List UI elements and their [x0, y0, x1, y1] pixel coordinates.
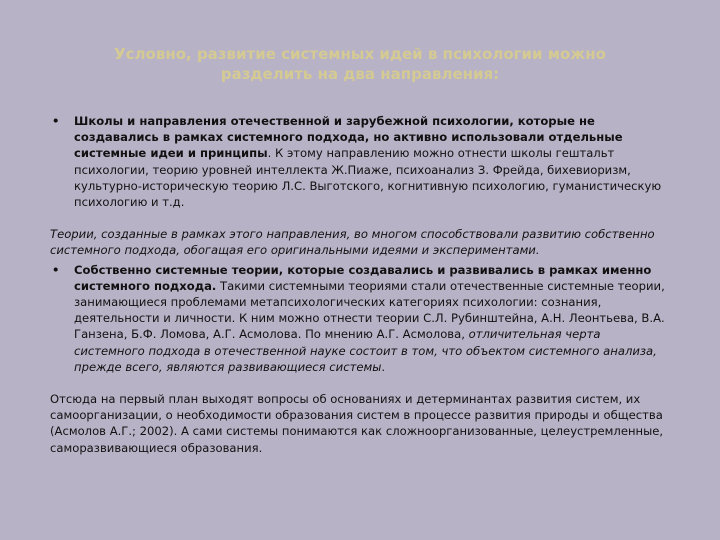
slide-title: [60, 44, 660, 84]
bullet-item-2: [50, 262, 672, 375]
bullet-1-text: . К этому направлению можно отнести школы гештальт психологии, теорию уровней интеллекта Ж.Пиаже, психоанализ З. Фрейда, бихевиоризм, культурно-историческую теорию Л.С. Выготского, когнитивную психологию, гуманистическую психологию и т.д.: [74, 146, 662, 210]
bullet-2-end: .: [381, 359, 386, 374]
conclusion-paragraph: Отсюда на первый план выходят вопросы об основаниях и детерминантах развития систем, их самоорганизации, о необходимости образования систем в процессе развития природы и общества (Асмолов А.Г.; 2002). А сами системы понимаются как сложноорганизованные, целеустремленные, саморазвивающиеся образования.: [50, 392, 664, 455]
slide-body: [50, 113, 672, 456]
bullet-1-bold-text: Школы и направления отечественной и зарубежной психологии, которые не создавались в рамках системного подхода, но активно использовали отдельные системные идеи и принципы: [74, 114, 623, 161]
title-line-1: Условно, развитие системных идей в психологии можно: [114, 45, 606, 63]
bullet-marker: •: [52, 114, 60, 128]
title-line-2: разделить на два направления:: [220, 65, 500, 83]
bullet-2-text: Такими системными теориями стали отечественные системные теории, занимающиеся проблемами метапсихологических категориях психологии: сознания, деятельности и личности. К ним можно отнести теории С.Л. Рубинштейна, А.Н. Леонтьева, В.А. Ганзена, Б.Ф. Ломова, А.Г. Асмолова. По мнению А.Г. Асмолова,: [74, 278, 665, 342]
bullet-2-bold-text: Собственно системные теории, которые создавались и развивались в рамках именно системного подхода.: [74, 262, 652, 293]
bullet-2-italic-text: отличительная черта системного подхода в отечественной науке состоит в том, что объектом системного анализа, прежде всего, являются развивающиеся системы: [74, 327, 657, 374]
bullet-marker: •: [52, 262, 60, 277]
bullet-item-1: [50, 113, 672, 210]
italic-paragraph: Теории, созданные в рамках этого направления, во многом способствовали развитию собственно системного подхода, обогащая его оригинальными идеями и экспериментами.: [50, 227, 655, 258]
